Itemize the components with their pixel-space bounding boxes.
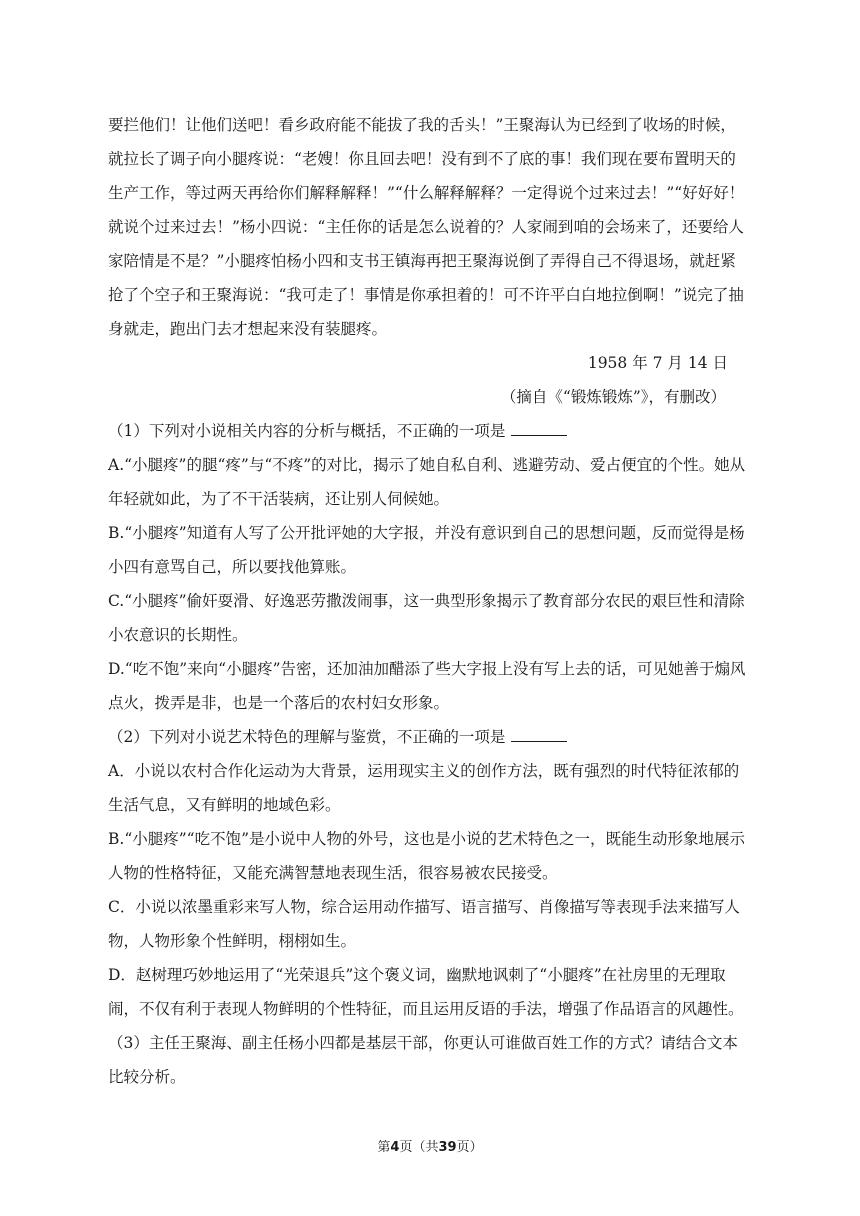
- question-2-stem: [108, 720, 748, 754]
- question-1-text: （1）下列对小说相关内容的分析与概括，不正确的一项是: [108, 422, 506, 440]
- question-1-option-a: A.“小腿疼”的腿“疼”与“不疼”的对比，揭示了她自私自利、逃避劳动、爱占便宜的个性。她从年轻就如此，为了不干活装病，还让别人伺候她。: [108, 456, 746, 508]
- passage-date: 1958 年 7 月 14 日: [587, 354, 728, 372]
- question-2-option-d: D．赵树理巧妙地运用了“光荣退兵”这个褒义词，幽默地讽刺了“小腿疼”在社房里的无理取闹，不仅有利于表现人物鲜明的个性特征，而且运用反语的手法，增强了作品语言的风趣性。: [108, 966, 744, 1018]
- page-content: [108, 108, 748, 1094]
- question-1-option-d: D.“吃不饱”来向“小腿疼”告密，还加油加醋添了些大字报上没有写上去的话，可见她善于煽风点火，拨弄是非，也是一个落后的农村妇女形象。: [108, 660, 746, 712]
- page-footer: [0, 1136, 860, 1155]
- question-2-text: （2）下列对小说艺术特色的理解与鉴赏，不正确的一项是: [108, 728, 506, 746]
- footer-prefix: 第: [377, 1140, 391, 1155]
- footer-total-pages: 39: [438, 1140, 457, 1155]
- question-2-option-b: B.“小腿疼”“吃不饱”是小说中人物的外号，这也是小说的艺术特色之一，既能生动形象地展示人物的性格特征，又能充满智慧地表现生活，很容易被农民接受。: [108, 830, 746, 882]
- question-2-option-a: A．小说以农村合作化运动为大背景，运用现实主义的创作方法，既有强烈的时代特征浓郁的生活气息，又有鲜明的地域色彩。: [108, 762, 740, 814]
- question-2-option-c: C．小说以浓墨重彩来写人物，综合运用动作描写、语言描写、肖像描写等表现手法来描写人物，人物形象个性鲜明，栩栩如生。: [108, 898, 740, 950]
- answer-blank-1: [511, 417, 567, 436]
- question-3-stem: （3）主任王聚海、副主任杨小四都是基层干部，你更认可谁做百姓工作的方式？请结合文本比较分析。: [108, 1034, 738, 1086]
- question-1-option-b: B.“小腿疼”知道有人写了公开批评她的大字报，并没有意识到自己的思想问题，反而觉得是杨小四有意骂自己，所以要找他算账。: [108, 524, 745, 576]
- passage-paragraph: 要拦他们！让他们送吧！看乡政府能不能拔了我的舌头！”王聚海认为已经到了收场的时候，就拉长了调子向小腿疼说：“老嫂！你且回去吧！没有到不了底的事！我们现在要布置明天的生产工作，等过两天再给你们解释解释！”“什么解释解释？一定得说个过来过去！”“好好好！就说个过来过去！”杨小四说：“主任你的话是怎么说着的？人家闹到咱的会场来了，还要给人家陪情是不是？”小腿疼怕杨小四和支书王镇海再把王聚海说倒了弄得自己不得退场，就赶紧抢了个空子和王聚海说：“我可走了！事情是你承担着的！可不许平白白地拉倒啊！”说完了抽身就走，跑出门去才想起来没有装腿疼。: [108, 116, 745, 338]
- question-1-option-c: C.“小腿疼”偷奸耍滑、好逸恶劳撒泼闹事，这一典型形象揭示了教育部分农民的艰巨性和清除小农意识的长期性。: [108, 592, 745, 644]
- footer-page-number: 4: [390, 1140, 400, 1155]
- answer-blank-2: [511, 723, 567, 742]
- passage-source: （摘自《“锻炼锻炼”》，有删改）: [500, 388, 726, 406]
- footer-suffix: 页）: [456, 1140, 483, 1155]
- footer-middle: 页（共: [399, 1140, 439, 1155]
- question-1-stem: [108, 414, 748, 448]
